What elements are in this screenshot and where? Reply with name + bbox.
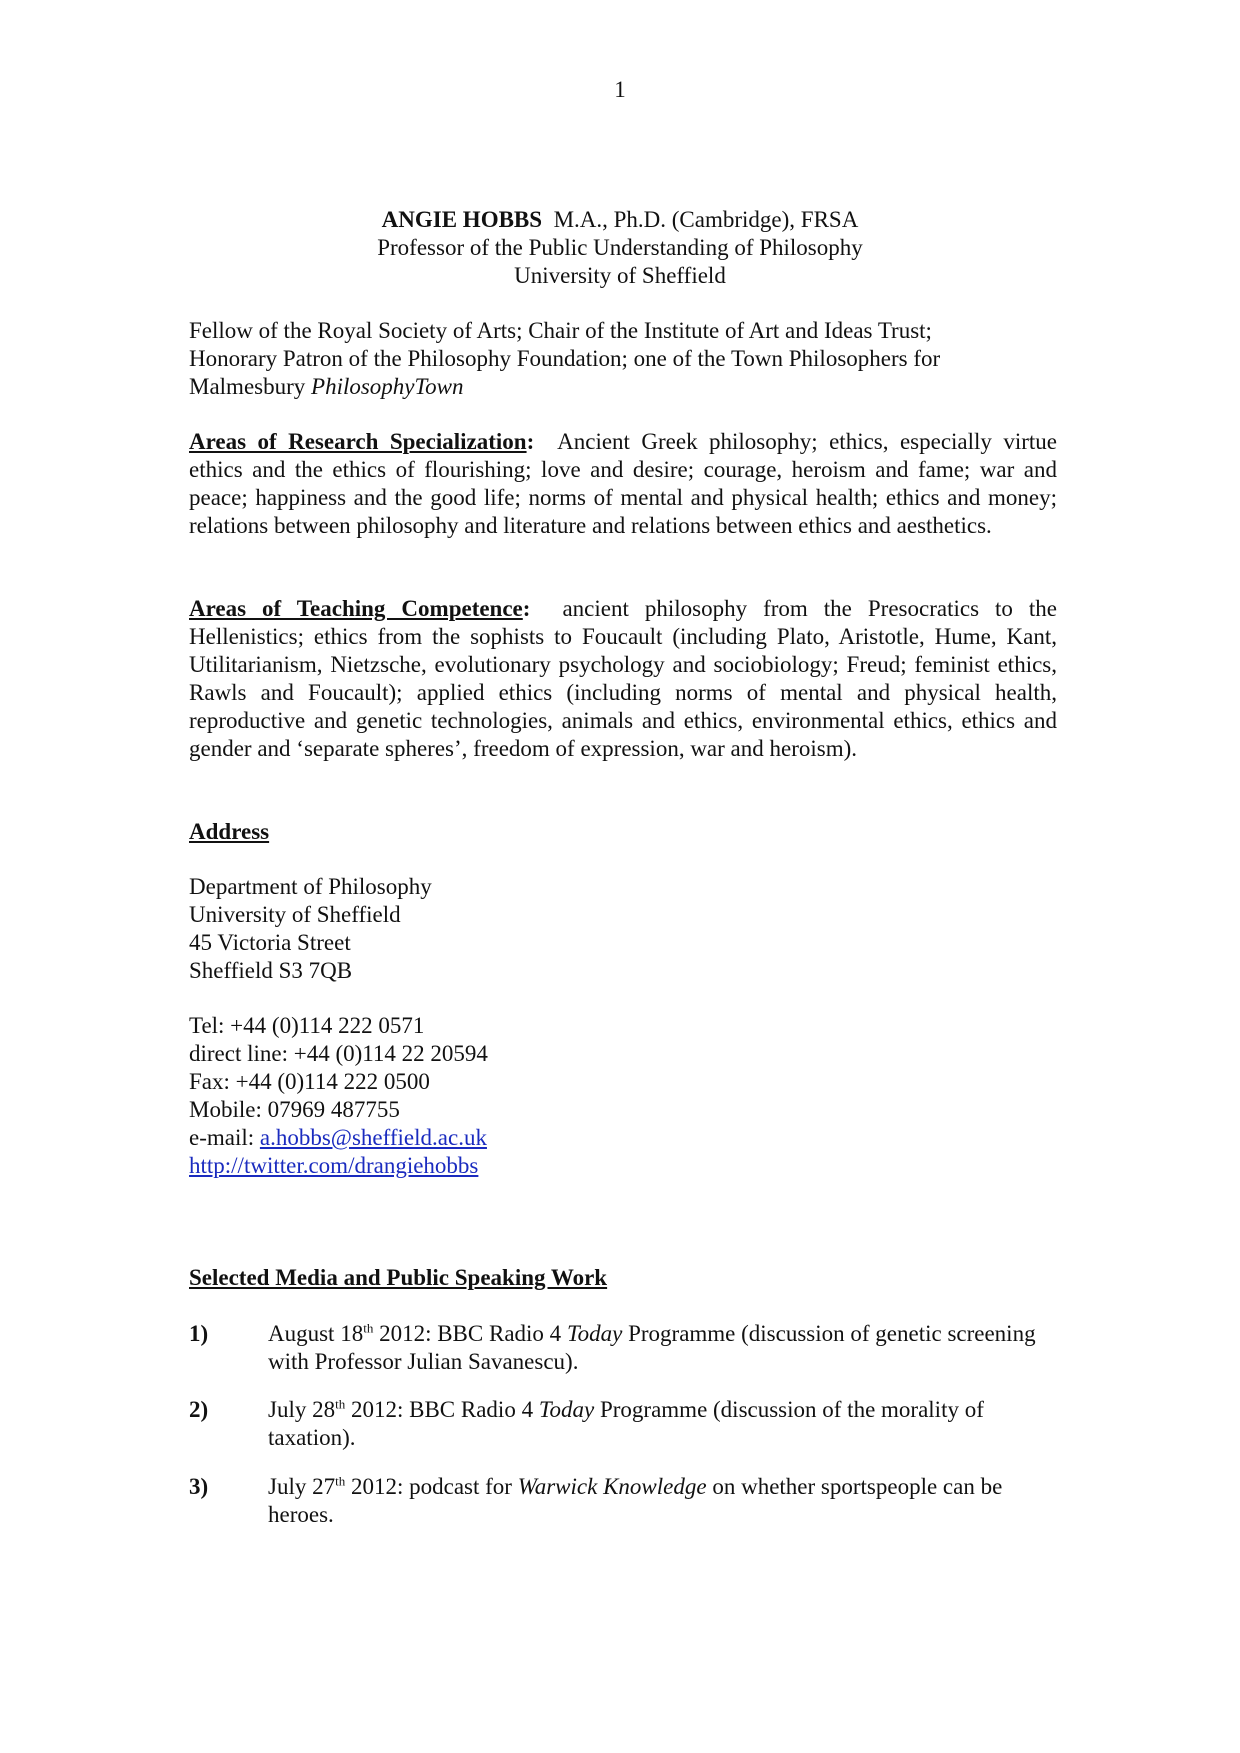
item-programme: Today <box>538 1397 595 1422</box>
item-date-suffix: th <box>363 1320 374 1336</box>
item-programme: Today <box>566 1321 623 1346</box>
media-section <box>189 1264 1057 1292</box>
cv-header <box>0 206 1240 290</box>
item-date: July 27 <box>268 1474 336 1499</box>
header-name-line <box>0 206 1240 234</box>
page-number: 1 <box>614 77 626 102</box>
direct-line: direct line: +44 (0)114 22 20594 <box>189 1041 488 1066</box>
contact-block <box>189 1012 1057 1180</box>
item-pre: 2012: BBC Radio 4 <box>373 1321 567 1346</box>
research-heading: Areas of Research Specialization <box>189 429 527 454</box>
address-heading: Address <box>189 819 270 844</box>
item-date-suffix: th <box>335 1396 346 1412</box>
item-post: Programme (discussion of genetic screening with Professor Julian Savanescu). <box>268 1321 1036 1374</box>
fellowships-line-2: Honorary Patron of the Philosophy Foundation; one of the Town Philosophers for <box>189 346 941 371</box>
item-pre: 2012: podcast for <box>345 1474 518 1499</box>
email-label: e-mail: <box>189 1125 260 1150</box>
fellowships-line-3 <box>189 373 1057 401</box>
fellowships-line-1: Fellow of the Royal Society of Arts; Chair of the Institute of Art and Ideas Trust; <box>189 318 932 343</box>
item-date: August 18 <box>268 1321 364 1346</box>
credentials: M.A., Ph.D. (Cambridge), FRSA <box>553 207 859 232</box>
teaching-heading: Areas of Teaching Competence <box>189 596 523 621</box>
address-line: University of Sheffield <box>189 902 401 927</box>
list-item-text <box>268 1473 1058 1529</box>
address-block <box>189 873 1057 985</box>
list-item-number: 3) <box>189 1474 209 1499</box>
address-line: 45 Victoria Street <box>189 930 351 955</box>
item-date: July 28 <box>268 1397 336 1422</box>
address-line: Sheffield S3 7QB <box>189 958 353 983</box>
list-item-text <box>268 1320 1058 1376</box>
institution: University of Sheffield <box>514 263 726 288</box>
twitter-row <box>189 1152 1057 1180</box>
email-link[interactable]: a.hobbs@sheffield.ac.uk <box>259 1125 487 1150</box>
fax: Fax: +44 (0)114 222 0500 <box>189 1069 430 1094</box>
research-paragraph <box>189 428 1057 540</box>
fellowships-line-3-text: Malmesbury <box>189 374 312 399</box>
research-heading-colon: : <box>526 429 535 454</box>
item-date-suffix: th <box>335 1473 346 1489</box>
person-name: ANGIE HOBBS <box>381 207 543 232</box>
philosophytown-title: PhilosophyTown <box>311 374 464 399</box>
research-text: Ancient Greek philosophy; ethics, especially virtue ethics and the ethics of flourishing; love and desire; courage, heroism and fame; war and peace; happiness and the good life; norms of mental and physical health; ethics and money; relations between philosophy and literature and relations between ethics and aesthetics. <box>189 429 1057 538</box>
address-section <box>189 818 1057 846</box>
media-heading: Selected Media and Public Speaking Work <box>189 1265 608 1290</box>
teaching-paragraph <box>189 595 1057 763</box>
item-post: on whether sportspeople can be heroes. <box>268 1474 1003 1527</box>
item-programme: Warwick Knowledge <box>517 1474 707 1499</box>
list-item-number: 1) <box>189 1321 209 1346</box>
email-row <box>189 1124 1057 1152</box>
list-item-number: 2) <box>189 1397 209 1422</box>
mobile: Mobile: 07969 487755 <box>189 1097 400 1122</box>
fellowships-paragraph <box>189 317 1057 401</box>
twitter-link[interactable]: http://twitter.com/drangiehobbs <box>189 1153 479 1178</box>
job-title: Professor of the Public Understanding of Philosophy <box>377 235 863 260</box>
item-post: Programme (discussion of the morality of taxation). <box>268 1397 984 1450</box>
address-line: Department of Philosophy <box>189 874 432 899</box>
list-item-text <box>268 1396 1058 1452</box>
item-pre: 2012: BBC Radio 4 <box>345 1397 539 1422</box>
teaching-text: ancient philosophy from the Presocratics to the Hellenistics; ethics from the sophists to Foucault (including Plato, Aristotle, Hume, Kant, Utilitarianism, Nietzsche, evolutionary psychology and sociobiology; Freud; feminist ethics, Rawls and Foucault); applied ethics (including norms of mental and physical health, reproductive and genetic technologies, animals and ethics, environmental ethics, ethics and gender and ‘separate spheres’, freedom of expression, war and heroism). <box>189 596 1058 761</box>
teaching-heading-colon: : <box>522 596 531 621</box>
telephone: Tel: +44 (0)114 222 0571 <box>189 1013 425 1038</box>
